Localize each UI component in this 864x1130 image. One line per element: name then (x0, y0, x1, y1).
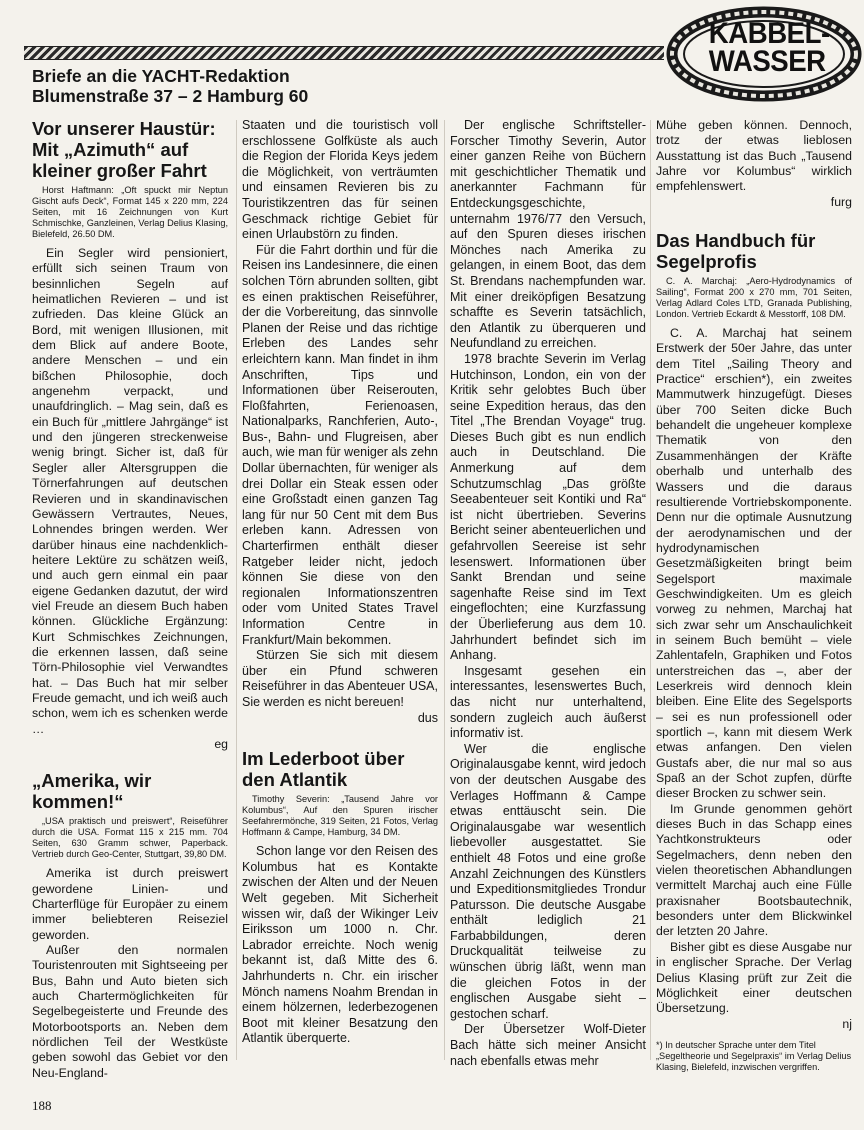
column-3 (450, 118, 646, 1069)
page-number: 188 (32, 1098, 52, 1113)
article3-caption: Timothy Severin: „Tausend Jahre vor Kolumbus“, Auf den Spuren irischer Seefahrermönche, 319 Seiten, 21 Fotos, Verlag Hoffmann & Campe, Hamburg, 34 DM. (242, 794, 438, 838)
article2-p3: Staaten und die touristisch voll erschlossene Golfküste als auch die Region der Florida Keys jedem die Möglichkeit, von verträumten und einsamen Revieren bis zu Touristikzentren das für seinen Geschmack richtige Gebiet für einen Urlaubstörn zu finden. (242, 118, 438, 242)
article4-p2: Im Grunde genommen gehört dieses Buch in das Schapp eines Yachtkonstrukteurs oder Segelmachers, denn neben den vielen theoretischen Abhandlungen vermittelt Marchaj auch eine Fülle praxisnaher Bootsbautechnik, besonders unter dem Blickwinkel der letzten 20 Jahre. (656, 801, 852, 939)
column-divider (444, 120, 445, 1060)
column-divider (236, 120, 237, 1060)
column-4 (656, 118, 852, 1073)
article2-title: „Amerika, wir kommen!“ (32, 770, 152, 813)
masthead-line1: Briefe an die YACHT-Redaktion (32, 66, 290, 86)
article2-p5: Stürzen Sie sich mit diesem über ein Pfund schweren Reiseführer in das Abenteuer USA, Sie werden es nicht bereuen! (242, 648, 438, 709)
article3-p3: 1978 brachte Severin im Verlag Hutchinson, London, ein von der Kritik sehr gelobtes Buch über seine Expedition heraus, das den Titel „The Brendan Voyage“ trug. Dieses Buch gibt es nun endlich auch in Deutschland. Die Anmerkung auf dem Schutzumschlag „Das größte Seeabenteuer seit Kontiki und Ra“ ist nicht übertrieben. Severins Bericht seiner abenteuerlichen und gefahrvollen Seereise ist sehr lesenswert. Informationen über Sankt Brendan und seine sagenhafte Reise sind im Text eingeflochten; eine Kurzfassung der Überlieferung aus dem 10. Jahrhundert befindet sich im Anhang. (450, 351, 646, 663)
article3-p7: Mühe geben können. Dennoch, trotz der etwas lieblosen Ausstattung ist das Buch „Tausend Jahre vor Kolumbus“ wirklich empfehlenswert. (656, 118, 852, 194)
article3-title: Im Lederboot über den Atlantik (242, 748, 405, 791)
article1-caption: Horst Haftmann: „Oft spuckt mir Neptun Gischt aufs Deck“, Format 145 x 220 mm, 224 Seiten, mit 16 Zeichnungen von Kurt Schmischke, Ganzleinen, Verlag Delius Klasing, Bielefeld, 26.50 DM. (32, 185, 228, 239)
masthead (32, 66, 632, 106)
article2-signature: dus (417, 710, 438, 725)
article4-title: Das Handbuch für Segelprofis (656, 230, 816, 273)
article4-p3: Bisher gibt es diese Ausgabe nur in englischer Sprache. Der Verlag Delius Klasing prüft zur Zeit die Möglichkeit einer deutschen Übersetzung. (656, 939, 852, 1016)
article4-p1: C. A. Marchaj hat seinem Erstwerk der 50er Jahre, das unter dem Titel „Sailing Theory and Practice“ erschien*), ein zweites Mammutwerk hinzugefügt. Dieses über 700 Seiten dicke Buch behandelt die ungeheuer komplexe Thematik von den Zusammenhängen der Kräfte oberhalb und unterhalb des Wassers und die daraus resultierende Vortriebskomponente. Denn nur die optimale Ausnutzung der aerodynamischen und der hydrodynamischen Gesetzmäßigkeiten bringt beim Segelsport maximale Geschwindigkeiten. Um es gleich vorweg zu nehmen, Marchaj hat sich zwar sehr um Anschaulichkeit in seinem Buch bemüht – viele Zahlentafeln, Graphiken und Fotos unterstreichen das –, aber der Leserkreis wird dennoch klein bleiben. Eine Elite des Segelsports – sei es nun professionell oder sportlich –, kann mit diesem Werk etwas anfangen. Den vielen Gustafs aber, die nur mal so aus Spaß an der Schot zupfen, dürfte dieser Brocken zu schwer sein. (656, 326, 852, 801)
article1-signature: eg (214, 737, 228, 751)
article2-p4: Für die Fahrt dorthin und für die Reisen ins Landesinnere, die einen solchen Törn abrunden sollten, gibt es einen praktischen Reiseführer, der die Vorbereitung, das sinnvolle Planen der Reise und das richtige Erleben des Landes sehr erleichtern kann. Man findet in ihm Anschriften, Tips und Informationen über Reiserouten, Floßfahrten, Ferienoasen, Nationalparks, Ranchferien, Auto-, Bus-, Bahn- und Flugreisen, aber auch, wie man für weniger als zehn Dollar übernachten, für weniger als drei Dollar ein Steak essen oder eine Großstadt einen ganzen Tag lang für nur 50 Cent mit dem Bus erleben kann. Adressen von Charterfirmen enthält dieser Ratgeber leider nicht, jedoch können Sie diese von den regionalen Informationszentren oder vom United States Travel Information Centre in Frankfurt/Main bekommen. (242, 242, 438, 647)
article3-p5: Wer die englische Originalausgabe kennt, wird jedoch von der deutschen Ausgabe des Verlages Hoffmann & Campe etwas enttäuscht sein. Die Originalausgabe war wesentlich liebevoller ausgestattet. Sie enthielt 48 Fotos und eine große Anzahl Zeichnungen des Künstlers und Expeditionsmitgliedes Trondur Patursson. Die deutsche Ausgabe enthält lediglich 21 Farbabbildungen, deren Druckqualität teilweise zu wünschen übrig läßt, wenn man die gleichen Fotos in der englischen Ausgabe sieht – gestochen scharf. (450, 741, 646, 1021)
masthead-line2: Blumenstraße 37 – 2 Hamburg 60 (32, 86, 309, 106)
article3-p4: Insgesamt gesehen ein interessantes, lesenswertes Buch, das nicht nur unterhaltend, sondern zugleich auch äußerst informativ ist. (450, 663, 646, 741)
column-divider (650, 120, 651, 1060)
article2-p2: Außer den normalen Touristenrouten mit Sightseeing per Bus, Bahn und Auto bieten sich auch Chartermöglichkeiten für Segelbegeisterte und Freunde des Motorbootsports an. Neben dem nördlichen Teil der Westküste geben sowohl das Gebiet vor den Neu-England- (32, 943, 228, 1080)
article3-p1: Schon lange vor den Reisen des Kolumbus hat es Kontakte zwischen der Alten und der Neuen Welt gegeben. Mit Sicherheit wissen wir, daß der Wikinger Leiv Eiriksson um 1000 n. Chr. Labrador erreichte. Noch wenig bekannt ist, daß Mitte des 6. Jahrhunderts n. Chr. ein irischer Mönch namens Noahm Brendan in einem hölzernen, lederbezogenen Boot mit kleiner Besatzung den Atlantik überquerte. (242, 844, 438, 1046)
article1-body: Ein Segler wird pensioniert, erfüllt sich seinen Traum von besinnlichen Segeln auf heimatlichen Revieren – und ist zufrieden. Das kleine Glück an Bord, mit wenigen Illusionen, mit dem Blick auf andere Boote, andere Menschen – und ein bißchen Philosophie, doch angenehm verpackt, und unaufdringlich. – Mag sein, daß es ein Buch für „mittlere Jahrgänge“ ist und den jüngeren streckenweise wenig bringt. Sicher ist, daß für Segler aller Altersgruppen die Törnerfahrungen auf deutschen Revieren und in skandinavischen Gewässern Vertrautes, Neues, Lohnendes bringen werden. Wer darüber hinaus eine nachdenklich-heitere Lektüre zu schätzen weiß, und auch gern einmal ein paar eigene Gedanken dazutut, der wird viel Freude an diesem Buch haben können. Glückliche Ergänzung: Kurt Schmischkes Zeichnungen, die erkennen lassen, daß seine Törn-Philosophie viel Verwandtes hat. – Das Buch hat mir selber Freude gemacht, und ich weiß auch schon, wem ich es schenken werde … (32, 246, 228, 736)
article4-footnote: *) In deutscher Sprache unter dem Titel „Segeltheorie und Segelpraxis“ im Verlag Delius Klasing, Bielefeld, inzwischen vergriffen. (656, 1039, 852, 1072)
article2-caption: „USA praktisch und preiswert“, Reiseführer durch die USA. Format 115 x 215 mm. 704 Seiten, 630 Gramm schwer, Paperback. Vertrieb durch Geo-Center, Stuttgart, 39,80 DM. (32, 816, 228, 860)
logo-line2: WASSER (708, 45, 826, 78)
article4-signature: nj (842, 1016, 852, 1031)
article3-p6: Der Übersetzer Wolf-Dieter Bach hätte sich meiner Ansicht nach ebenfalls etwas mehr (450, 1022, 646, 1068)
column-2 (242, 118, 438, 1047)
article3-p2: Der englische Schriftsteller-Forscher Timothy Severin, Autor einer ganzen Reihe von Büchern mit geschichtlicher Thematik und anerkannter Fachmann für Entdeckungsgeschichte, unternahm 1976/77 den Versuch, auf den Spuren dieses irischen Mönches nach Amerika zu gelangen, in einem Boot, das dem St. Brendans nachempfunden war. Mit einer dreiköpfigen Besatzung schaffte es Severin tatsächlich, den Atlantik zu überqueren und Neufundland zu erreichen. (450, 118, 646, 351)
logo-title (708, 17, 830, 78)
article2-p1: Amerika ist durch preiswert gewordene Linien- und Charterflüge für Europäer zu einem immer beliebteren Reiseziel geworden. (32, 866, 228, 942)
article1-title: Vor unserer Haustür: Mit „Azimuth“ auf kleiner großer Fahrt (32, 118, 216, 181)
rope-border (24, 46, 664, 60)
article3-signature: furg (830, 194, 852, 209)
logo-line1: KABBEL- (708, 17, 830, 50)
article4-caption: C. A. Marchaj: „Aero-Hydrodynamics of Sailing“, Format 200 x 270 mm, 701 Seiten, Verlag Adlard Coles LTD, Granada Publishing, London. Vertrieb Eckardt & Messtorff, 108 DM. (656, 276, 852, 320)
column-1 (32, 118, 228, 1081)
